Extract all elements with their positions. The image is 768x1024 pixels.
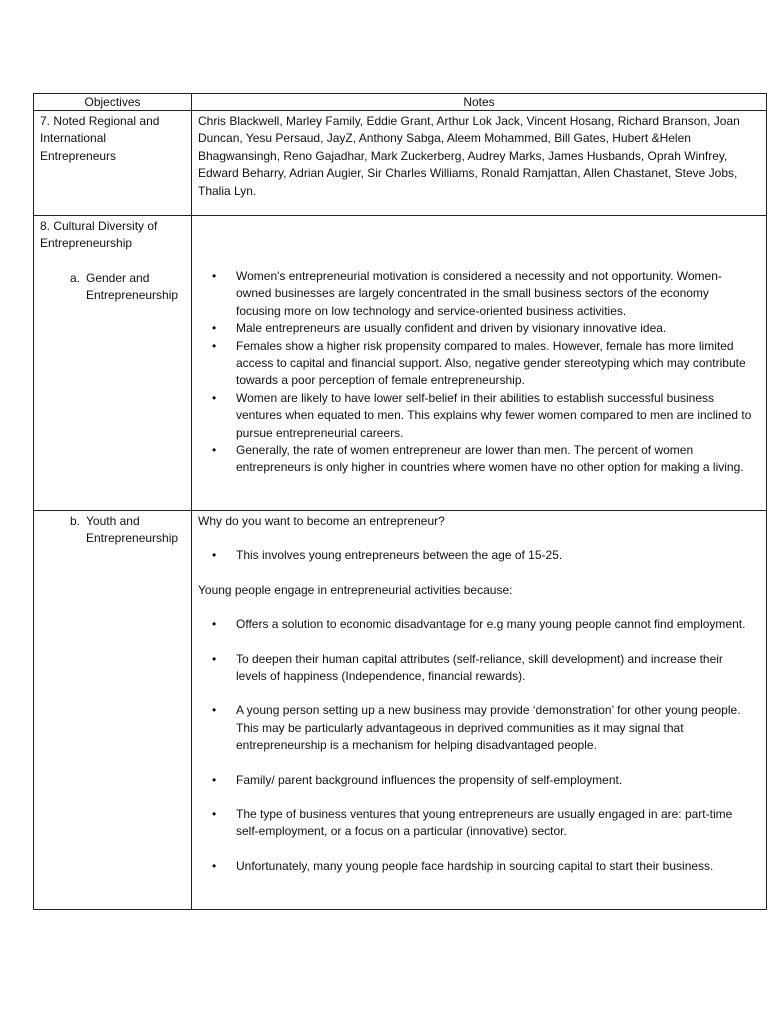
list-item: • To deepen their human capital attributes (self-reliance, skill development) and increase their levels of happiness (Independence, financial rewards).: [192, 651, 760, 686]
youth-reasons-list: [192, 616, 760, 875]
youth-question: Why do you want to become an entrepreneur?: [198, 514, 445, 528]
bullet-icon: •: [212, 443, 217, 458]
sub-objective-label: Gender and Entrepreneurship: [86, 270, 179, 303]
bullet-icon: •: [212, 651, 217, 666]
bullet-icon: •: [212, 390, 217, 405]
sub-objective-letter: a.: [69, 270, 80, 285]
list-item: • Unfortunately, many young people face hardship in sourcing capital to start their business.: [192, 858, 760, 875]
list-item: • Women are likely to have lower self-belief in their abilities to establish successful business ventures when equated to men. This explains why fewer women compared to men are inclined to pursue entrepreneurial careers.: [192, 390, 760, 442]
bullet-icon: •: [212, 269, 217, 283]
list-item: • Offers a solution to economic disadvantage for e.g many young people cannot find employment.: [192, 616, 760, 633]
bullet-icon: •: [212, 548, 217, 563]
gender-bullet-list: [192, 268, 760, 477]
header-row: [34, 94, 767, 111]
table-row: [34, 511, 767, 910]
list-item: • Women's entrepreneurial motivation is considered a necessity and not opportunity. Women-owned businesses are largely concentrated in the small business sectors of the economy focusing more on low technology and service-oriented business activities.: [192, 268, 760, 320]
bullet-icon: •: [212, 807, 217, 822]
list-item: • Family/ parent background influences the propensity of self-employment.: [192, 772, 760, 789]
list-item: • Generally, the rate of women entrepreneur are lower than men. The percent of women entrepreneurs is only higher in countries where women have no other option for making a living.: [192, 442, 760, 477]
bullet-icon: •: [212, 617, 217, 632]
notes-table: [33, 93, 767, 910]
bullet-icon: •: [212, 858, 217, 873]
sub-objective-letter: b.: [69, 514, 80, 528]
objective-8: 8. Cultural Diversity of Entrepreneurship: [40, 219, 158, 251]
sub-objective-label: Youth and Entrepreneurship: [86, 514, 179, 546]
bullet-icon: •: [212, 703, 217, 718]
list-item: • This involves young entrepreneurs between the age of 15-25.: [192, 547, 760, 564]
table-row: [34, 216, 767, 511]
objectives-header: Objectives: [34, 94, 192, 111]
list-item: • Male entrepreneurs are usually confident and driven by visionary innovative idea.: [192, 320, 760, 337]
age-bullet-list: [192, 547, 760, 564]
list-item: • A young person setting up a new business may provide ‘demonstration’ for other young people. This may be particularly advantageous in deprived communities as it may signal that entrepreneurship is a mechanism for helping disadvantaged people.: [192, 702, 760, 754]
table-row: [34, 111, 767, 216]
list-item: • The type of business ventures that young entrepreneurs are usually engaged in are: part-time self-employment, or a focus on a particular (innovative) sector.: [192, 806, 760, 841]
notes-header: Notes: [192, 94, 767, 111]
bullet-icon: •: [212, 772, 217, 787]
sub-objective-a: [40, 270, 185, 305]
bullet-icon: •: [212, 321, 217, 336]
objective-7: 7. Noted Regional and International Entrepreneurs: [40, 114, 160, 163]
entrepreneurs-list: Chris Blackwell, Marley Family, Eddie Grant, Arthur Lok Jack, Vincent Hosang, Richard Branson, Joan Duncan, Yesu Persaud, JayZ, Anthony Sabga, Aleem Mohammed, Bill Gates, Hubert &Helen Bhagwansingh, Reno Gajadhar, Mark Zuckerberg, Audrey Marks, James Husbands, Oprah Winfrey, Edward Beharry, Adrian Augier, Sir Charles Williams, Ronald Ramjattan, Allen Chastanet, Steve Jobs, Thalia Lyn.: [198, 114, 740, 198]
sub-objective-b: [34, 511, 191, 550]
bullet-icon: •: [212, 338, 217, 353]
list-item: • Females show a higher risk propensity compared to males. However, female has more limited access to capital and financial support. Also, negative gender stereotyping which may contribute towards a poor perception of female entrepreneurship.: [192, 338, 760, 390]
youth-intro: Young people engage in entrepreneurial activities because:: [198, 582, 513, 597]
